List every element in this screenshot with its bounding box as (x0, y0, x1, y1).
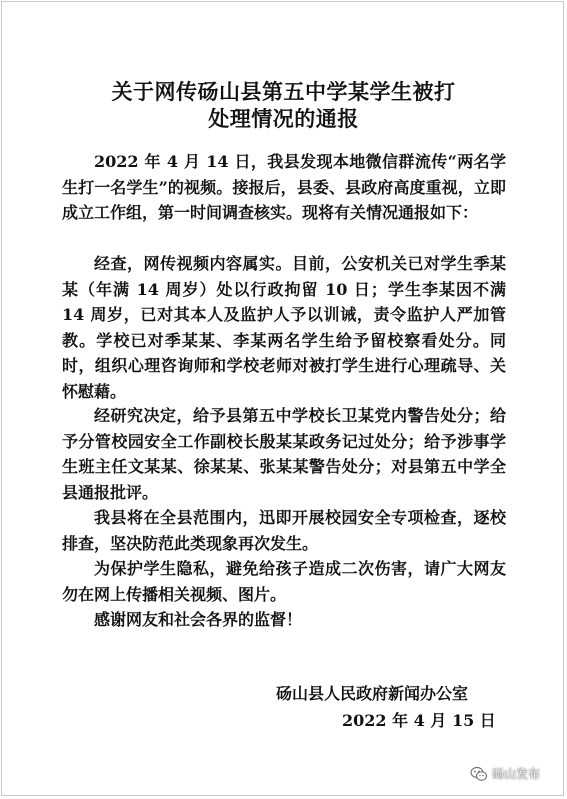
paragraph-investigation: 经查，网传视频内容属实。目前，公安机关已对学生季某某（年满 14 周岁）处以行政拘留 10 日；学生李某因不满 14 周岁，已对其本人及监护人予以训诫，责令监护人严加管教。学校已对季某某、李某两名学生给予留校察看处分。同时，组织心理咨询师和学校老师对被打学生进行心理疏导、关怀慰藉。 (62, 254, 506, 401)
paragraph-intro: 2022 年 4 月 14 日，我县发现本地微信群流传“两名学生打一名学生”的视频。接报后，县委、县政府高度重视，立即成立工作组，第一时间调查核实。现将有关情况通报如下： (62, 152, 506, 222)
paragraph-safety-inspection: 我县将在全县范围内，迅即开展校园安全专项检查，逐校排查，坚决防范此类现象再次发生。 (62, 508, 506, 553)
document-title-line-1: 关于网传砀山县第五中学某学生被打 (111, 80, 456, 104)
paragraph-thanks: 感谢网友和社会各界的监督！ (94, 610, 303, 629)
document-title-line-2: 处理情况的通报 (208, 107, 359, 131)
watermark-text: 砀山发布 (492, 767, 541, 781)
paragraph-disciplinary-decision: 经研究决定，给予县第五中学校长卫某党内警告处分；给予分管校园安全工作副校长殷某某政务记过处分；给予涉事学生班主任文某某、徐某某、张某某警告处分；对县第五中学全县通报批评。 (62, 406, 506, 502)
issue-date: 2022 年 4 月 15 日 (342, 711, 496, 730)
watermark (470, 765, 540, 782)
wechat-icon (470, 766, 488, 782)
paragraph-privacy-request: 为保护学生隐私，避免给孩子造成二次伤害，请广大网友勿在网上传播相关视频、图片。 (62, 559, 506, 604)
issuer-signature: 砀山县人民政府新闻办公室 (276, 684, 469, 703)
